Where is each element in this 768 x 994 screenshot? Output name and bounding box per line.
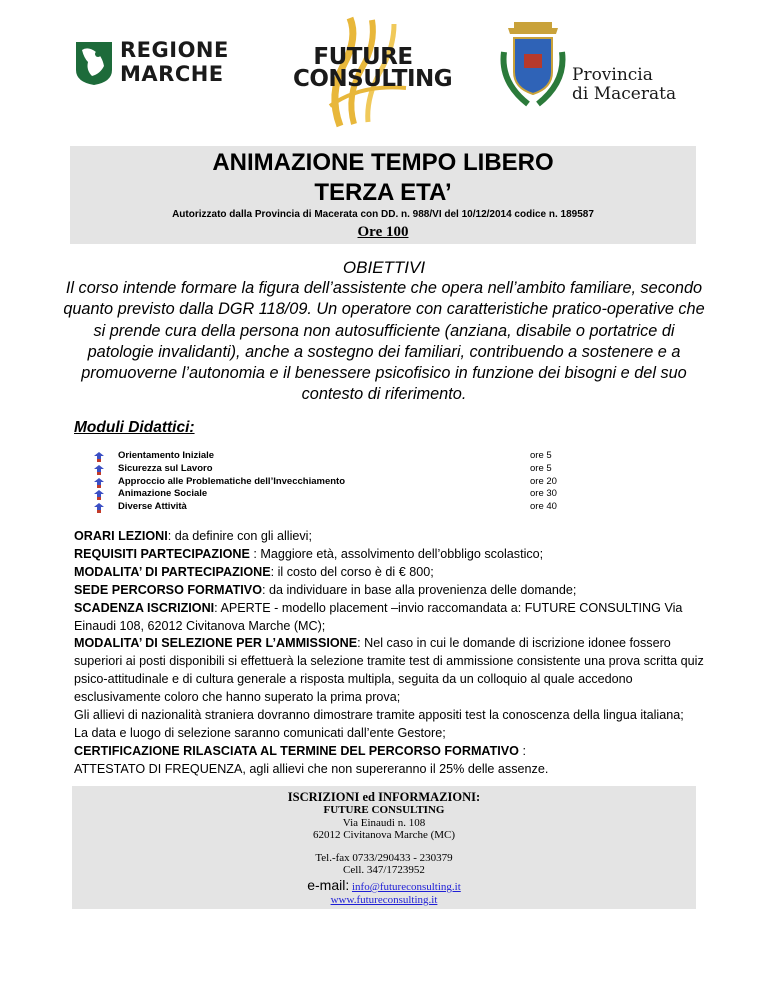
module-name: Approccio alle Problematiche dell’Invecchiamento [118, 475, 346, 487]
modules-list [94, 450, 594, 514]
module-hours: ore 20 [530, 475, 557, 487]
selezione-label: MODALITA’ DI SELEZIONE PER L’AMMISSIONE [74, 636, 358, 651]
contact-address2: 62012 Civitanova Marche (MC) [312, 829, 456, 842]
regione-line2: MARCHE [120, 62, 224, 86]
objectives-heading: OBIETTIVI [342, 258, 426, 277]
modalita-line [74, 564, 704, 582]
contact-phone: Tel.-fax 0733/290433 - 230379 [315, 851, 453, 864]
orari-line [74, 528, 704, 546]
module-item [94, 450, 594, 463]
provincia-macerata-logo [500, 22, 690, 112]
email-link[interactable]: info@futureconsulting.it [351, 880, 461, 893]
arrow-bullet-icon [94, 452, 104, 462]
sede-text: : da individuare in base alla provenienza delle domande; [262, 582, 577, 597]
modules-heading: Moduli Didattici: [74, 419, 195, 436]
arrow-bullet-icon [94, 465, 104, 475]
scadenza-text: : APERTE - modello placement –invio raccomandata a: FUTURE CONSULTING Via Einaudi 108, 62012 Civitanova Marche (MC); [74, 600, 683, 633]
contact-info [72, 790, 696, 907]
module-hours: ore 5 [530, 450, 552, 461]
modalita-text: : il costo del corso è di € 800; [270, 564, 434, 579]
module-name: Animazione Sociale [118, 488, 208, 500]
requisiti-text: : Maggiore età, assolvimento dell’obbligo scolastico; [249, 546, 544, 561]
module-item [94, 476, 594, 489]
contact-email-line [72, 877, 696, 894]
cert-line [74, 743, 704, 761]
contact-cell: Cell. 347/1723952 [343, 864, 425, 877]
email-label: e-mail: [307, 876, 350, 893]
course-title-line1: ANIMAZIONE TEMPO LIBERO [212, 149, 554, 176]
provincia-coat-of-arms-icon [500, 22, 566, 108]
requisiti-line [74, 546, 704, 564]
course-info [74, 528, 704, 779]
scadenza-line [74, 600, 704, 636]
provincia-line2: di Macerata [572, 84, 677, 104]
future-line1: FUTURE [313, 44, 413, 70]
stranieri-line: Gli allievi di nazionalità straniera dovranno dimostrare tramite appositi test la conoscenza della lingua italiana; [74, 708, 684, 723]
module-item [94, 488, 594, 501]
provincia-line1: Provincia [572, 65, 653, 85]
requisiti-label: REQUISITI PARTECIPAZIONE [74, 546, 250, 561]
module-name: Sicurezza sul Lavoro [118, 462, 213, 474]
data-line: La data e luogo di selezione saranno comunicati dall’ente Gestore; [74, 725, 446, 740]
contact-heading: ISCRIZIONI ed INFORMAZIONI: [287, 790, 481, 804]
module-name: Diverse Attività [118, 501, 187, 513]
sede-label: SEDE PERCORSO FORMATIVO [74, 582, 262, 597]
arrow-bullet-icon [94, 478, 104, 488]
cert-text: : [518, 743, 526, 758]
module-hours: ore 5 [530, 462, 552, 474]
selezione-text: : Nel caso in cui le domande di iscrizione idonee fossero superiori ai posti disponibili si effettuerà la selezione tramite test di ammissione consistente una prova scritta quiz psico-attitudinale e di cultura generale a risposta multipla, seguita da un colloquio al quale accedono esclusivamente coloro che hanno superato la prima prova; [74, 636, 704, 705]
arrow-bullet-icon [94, 490, 104, 500]
regione-line1: REGIONE [120, 38, 229, 62]
regione-marche-logo [74, 38, 234, 90]
attestato-line: ATTESTATO DI FREQUENZA, agli allievi che non supereranno il 25% delle assenze. [74, 761, 549, 776]
objectives-text: Il corso intende formare la figura dell’assistente che opera nell’ambito familiare, secondo quanto previsto dalla DGR 118/09. Un operatore con caratteristiche pratico-operative che si prende cura della persona non autosufficiente (anziana, disabile o portatrice di patologie invalidanti), anche a sostegno dei familiari, contribuendo a sostenere e a promuoverne l’autonomia e il benessere psicofisico in funzione dei bisogni e del suo contesto di riferimento. [63, 279, 705, 404]
module-hours: ore 40 [530, 501, 557, 513]
selezione-line [74, 635, 704, 707]
module-name: Orientamento Iniziale [118, 450, 215, 461]
arrow-bullet-icon [94, 503, 104, 513]
website-link[interactable]: www.futureconsulting.it [330, 893, 438, 906]
orari-text: : da definire con gli allievi; [167, 529, 312, 543]
contact-address1: Via Einaudi n. 108 [342, 816, 426, 829]
scadenza-label: SCADENZA ISCRIZIONI [74, 600, 215, 615]
future-consulting-logo [290, 14, 453, 132]
sede-line [74, 582, 704, 600]
cert-label: CERTIFICAZIONE RILASCIATA AL TERMINE DEL PERCORSO FORMATIVO [74, 743, 519, 758]
contact-company: FUTURE CONSULTING [323, 804, 445, 816]
course-title-line2: TERZA ETA’ [314, 179, 452, 206]
future-line2: CONSULTING [293, 66, 453, 92]
orari-label: ORARI LEZIONI [74, 529, 168, 543]
course-title [70, 148, 696, 208]
module-item [94, 501, 594, 514]
module-item [94, 463, 594, 476]
total-hours: Ore 100 [357, 224, 409, 240]
module-hours: ore 30 [530, 488, 557, 500]
authorization-line: Autorizzato dalla Provincia di Macerata con DD. n. 988/VI del 10/12/2014 codice n. 189587 [172, 209, 594, 220]
regione-emblem-icon [74, 40, 114, 86]
modalita-label: MODALITA’ DI PARTECIPAZIONE [74, 564, 271, 579]
